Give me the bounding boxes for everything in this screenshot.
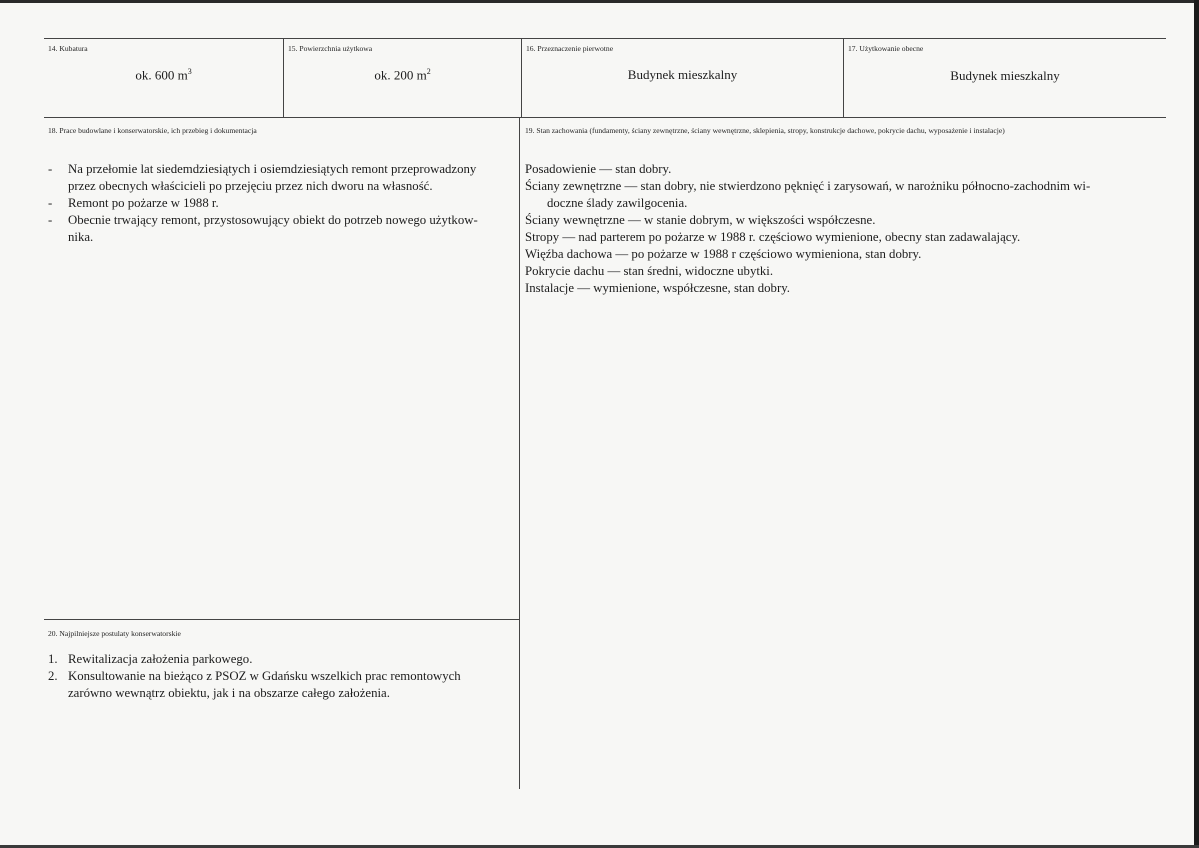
scan-edge-top xyxy=(0,0,1199,3)
section-20-item xyxy=(48,668,518,702)
section-20-label: 20. Najpilniejsze postulaty konserwatorskie xyxy=(48,629,181,638)
section-19-item-line: Więźba dachowa — po pożarze w 1988 r częściowo wymieniona, stan dobry. xyxy=(525,247,922,261)
section-19-item xyxy=(525,263,1165,280)
section-18-item-marker: - xyxy=(48,196,53,210)
field-14-value-text: ok. 600 m xyxy=(135,67,188,83)
section-18-item-line: przez obecnych właścicieli po przejęciu przez nich dworu na własność. xyxy=(68,179,433,193)
section-20-item-marker: 1. xyxy=(48,652,58,666)
section-18-item-line: Obecnie trwający remont, przystosowujący obiekt do potrzeb nowego użytkow- xyxy=(68,213,478,227)
top-row-bottom-border xyxy=(44,117,1166,118)
section20-top-border xyxy=(44,619,520,620)
field-17-label: 17. Użytkowanie obecne xyxy=(848,44,924,53)
field-17-value: Budynek mieszkalny xyxy=(950,68,1060,83)
section-18-item xyxy=(48,161,518,195)
section-19-item-line: Stropy — nad parterem po pożarze w 1988 r. częściowo wymienione, obecny stan zadawalający. xyxy=(525,230,1021,244)
section-18-label: 18. Prace budowlane i konserwatorskie, ich przebieg i dokumentacja xyxy=(48,126,257,135)
section-18-item-line: Na przełomie lat siedemdziesiątych i osiemdziesiątych remont przeprowadzony xyxy=(68,162,477,176)
top-row-top-border xyxy=(44,38,1166,39)
section-19-list xyxy=(525,161,1165,297)
section-19-item xyxy=(525,229,1165,246)
field-14-value-sup: 3 xyxy=(187,67,192,76)
section-20-item-line: zarówno wewnątrz obiektu, jak i na obszarze całego założenia. xyxy=(68,686,390,700)
section-19-item xyxy=(525,246,1165,263)
field-16-label: 16. Przeznaczenie pierwotne xyxy=(526,44,614,53)
field-16-value: Budynek mieszkalny xyxy=(627,67,738,82)
section-20-item-line: Rewitalizacja założenia parkowego. xyxy=(68,652,253,666)
section-20-item-line: Konsultowanie na bieżąco z PSOZ w Gdańsku wszelkich prac remontowych xyxy=(68,669,461,683)
section-18-list xyxy=(48,161,518,246)
section-19-item-line: Instalacje — wymienione, współczesne, stan dobry. xyxy=(525,281,790,295)
field-14-value xyxy=(44,67,283,83)
section-18-item-marker: - xyxy=(48,162,53,176)
section-18-item-marker: - xyxy=(48,213,53,227)
section-19-item xyxy=(525,178,1165,212)
section-19-item xyxy=(525,280,1165,297)
section-19-item-line: Posadowienie — stan dobry. xyxy=(525,162,672,176)
section-19-item-line: doczne ślady zawilgocenia. xyxy=(547,196,688,210)
main-column-divider xyxy=(519,117,520,789)
section-20-item xyxy=(48,651,518,668)
section-20-list xyxy=(48,651,518,702)
field-15-value-text: ok. 200 m xyxy=(374,67,427,83)
field-15-value-sup: 2 xyxy=(426,67,431,76)
scan-edge-right xyxy=(1194,0,1199,848)
section-19-item-line: Ściany wewnętrzne — w stanie dobrym, w większości współczesne. xyxy=(525,213,876,227)
section-19-item-line: Pokrycie dachu — stan średni, widoczne ubytki. xyxy=(525,264,774,278)
section-19-item xyxy=(525,161,1165,178)
section-20-item-marker: 2. xyxy=(48,669,58,683)
field-15-label: 15. Powierzchnia użytkowa xyxy=(288,44,373,53)
field-14-label: 14. Kubatura xyxy=(48,44,88,53)
section-19-item xyxy=(525,212,1165,229)
section-18-item-line: nika. xyxy=(68,230,94,244)
section-18-item xyxy=(48,195,518,212)
section-18-item-line: Remont po pożarze w 1988 r. xyxy=(68,196,219,210)
section-19-item-line: Ściany zewnętrzne — stan dobry, nie stwierdzono pęknięć i zarysowań, w narożniku północno-zachodnim wi- xyxy=(525,179,1091,193)
section-18-item xyxy=(48,212,518,246)
section-19-label: 19. Stan zachowania (fundamenty, ściany zewnętrzne, ściany wewnętrzne, sklepienia, stropy, konstrukcje dachowe, pokrycie dachu, wyposażenie i instalacje) xyxy=(525,126,1005,135)
field-15-value xyxy=(284,67,521,83)
